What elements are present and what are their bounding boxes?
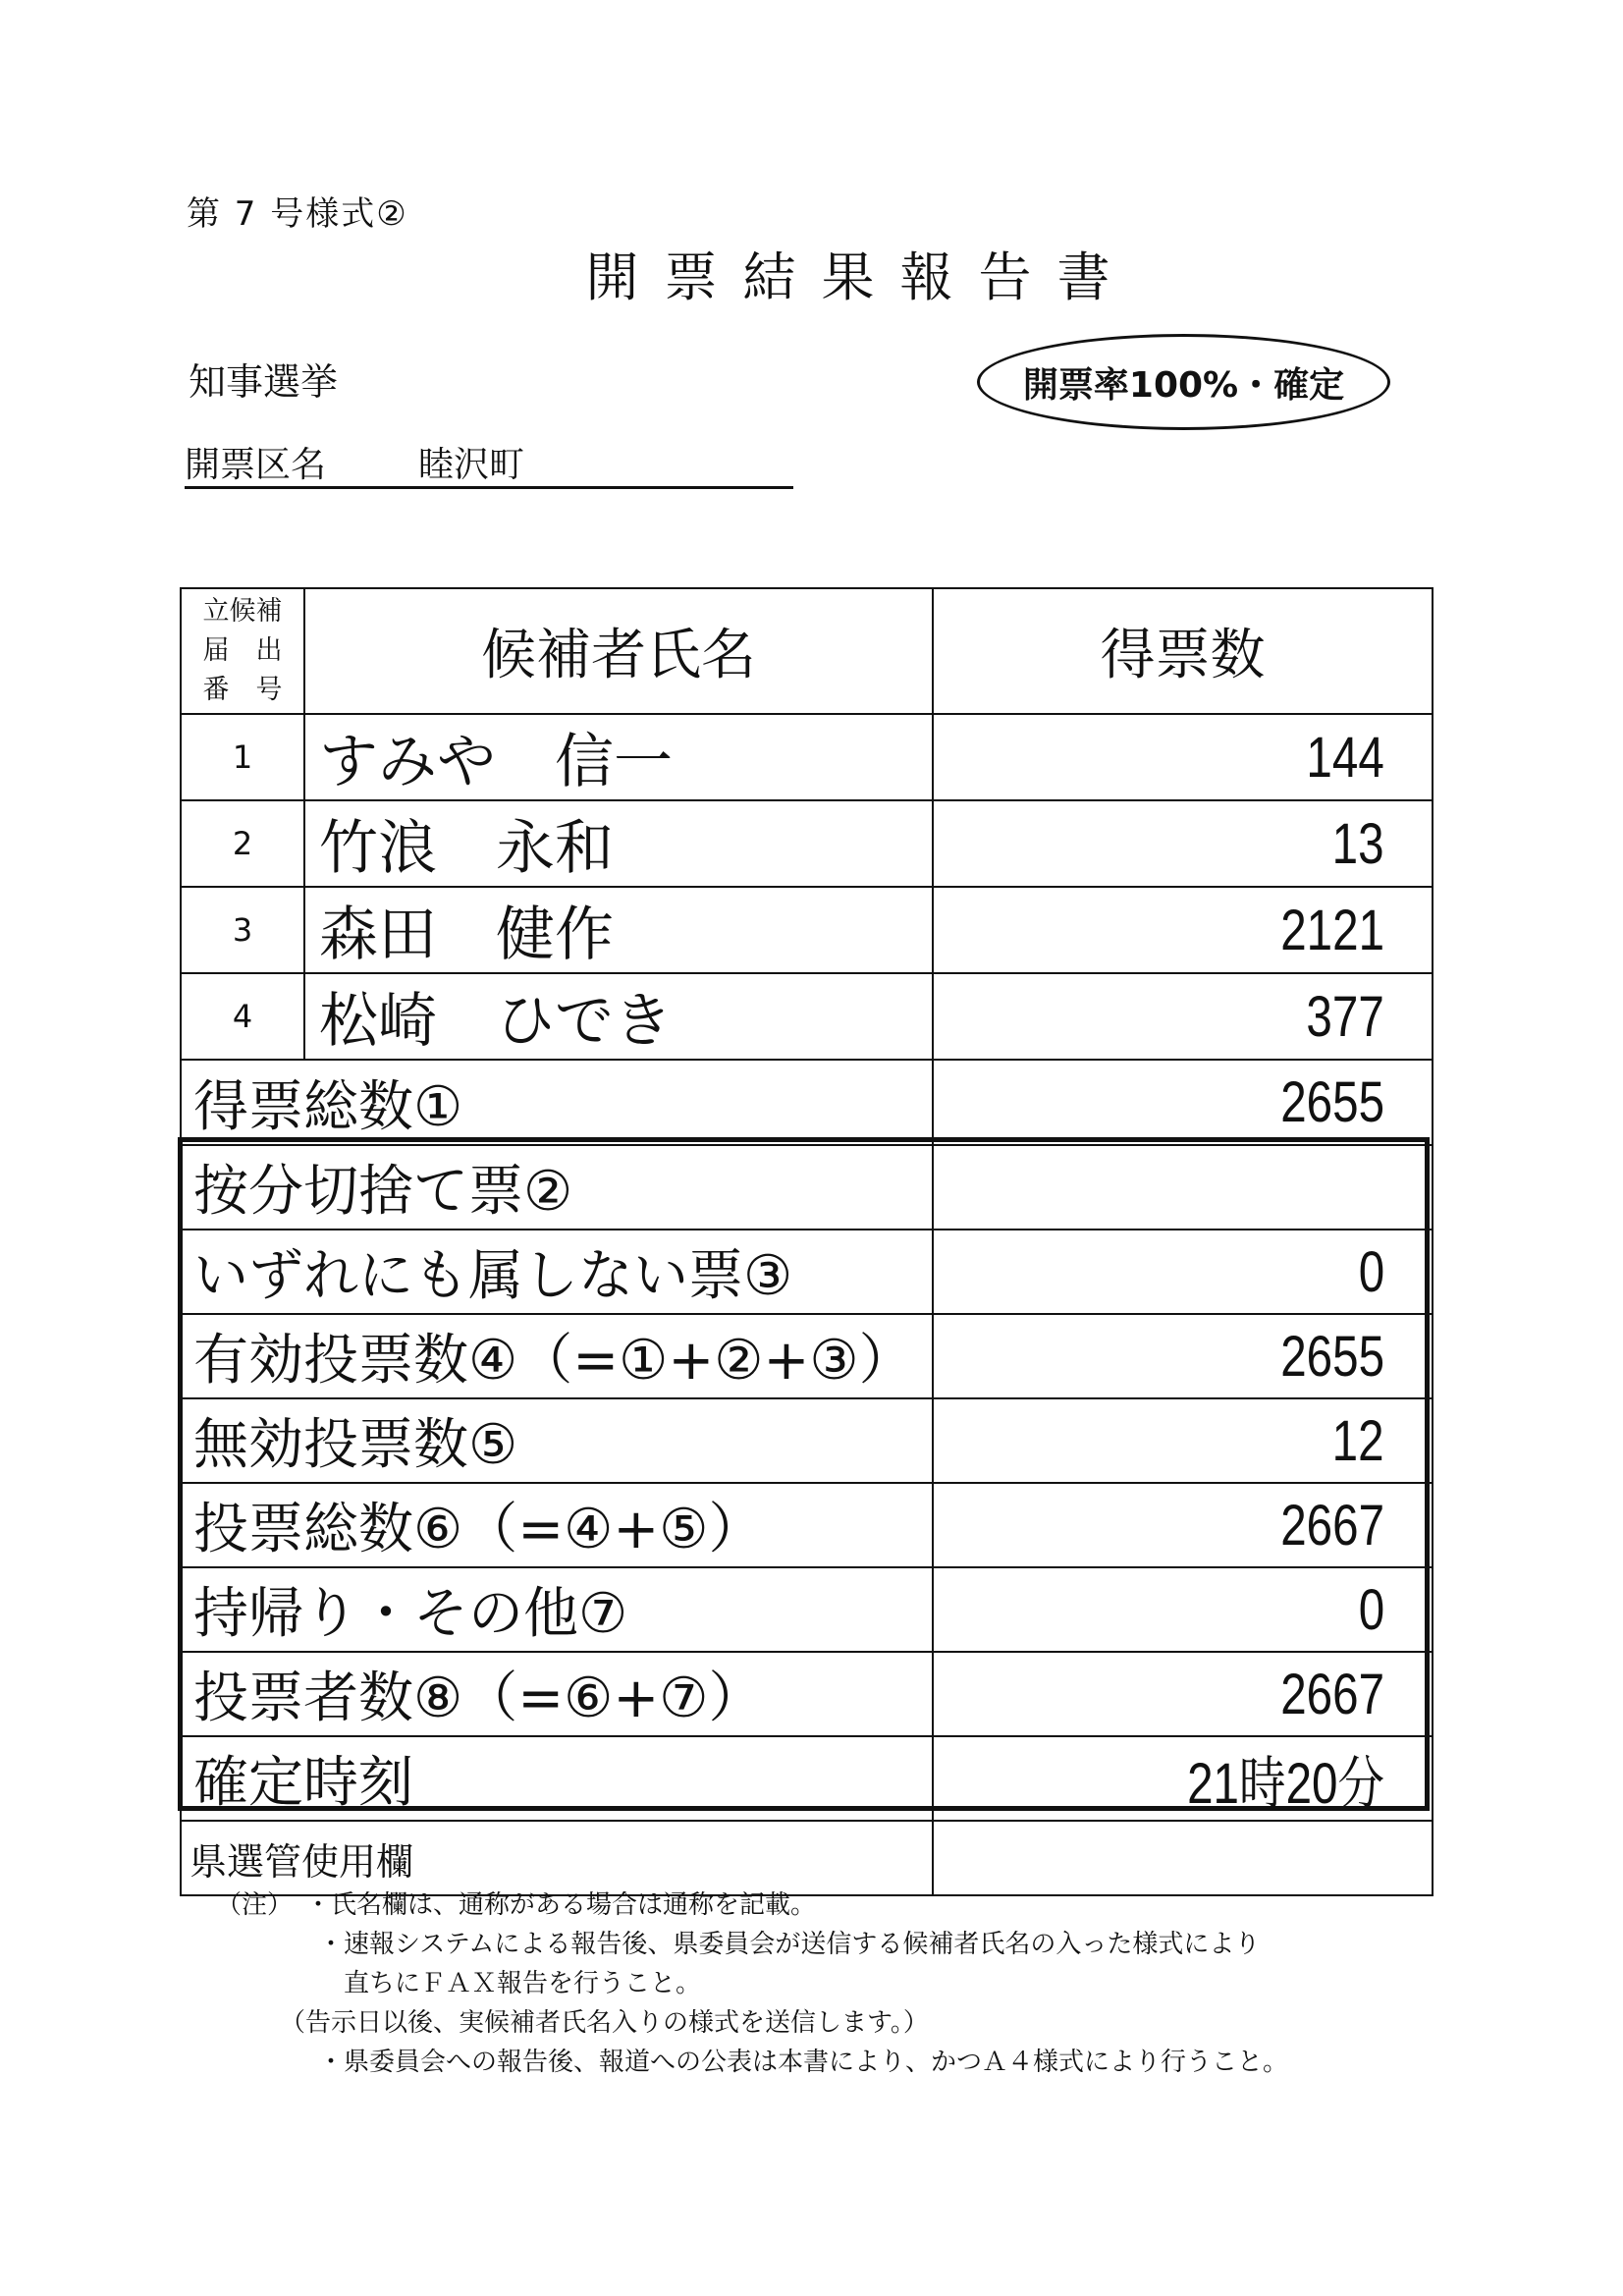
summary-value-text: 2667 xyxy=(1280,1662,1384,1726)
candidate-name: すみや 信一 xyxy=(304,714,933,800)
summary-value xyxy=(933,1736,1433,1821)
summary-row-total-ballots xyxy=(181,1483,1433,1567)
table-row xyxy=(181,714,1433,800)
district-field xyxy=(185,437,793,489)
header-number-line: 番 号 xyxy=(202,675,283,705)
note-line: ・速報システムによる報告後、県委員会が送信する候補者氏名の入った様式により xyxy=(216,1930,1261,1959)
summary-value-text: 12 xyxy=(1332,1408,1384,1473)
notes xyxy=(216,1886,1288,2082)
candidate-name: 竹浪 永和 xyxy=(304,800,933,887)
candidate-name: 松崎 ひでき xyxy=(304,973,933,1060)
summary-value xyxy=(933,1230,1433,1314)
summary-value xyxy=(933,1567,1433,1652)
candidate-votes xyxy=(933,887,1433,973)
summary-value xyxy=(933,1652,1433,1736)
summary-label: 持帰り・その他⑦ xyxy=(181,1567,933,1652)
summary-value-text: 0 xyxy=(1358,1577,1384,1642)
summary-value xyxy=(933,1483,1433,1567)
summary-value-text: 2667 xyxy=(1280,1493,1384,1558)
table-row xyxy=(181,973,1433,1060)
summary-row-invalid xyxy=(181,1398,1433,1483)
header-votes: 得票数 xyxy=(933,588,1433,714)
summary-label: 有効投票数④（=①+②+③） xyxy=(181,1314,933,1398)
office-use-row xyxy=(181,1821,1433,1895)
summary-value-text: 2655 xyxy=(1280,1070,1384,1134)
summary-row-total-votes xyxy=(181,1060,1433,1145)
summary-row-voters xyxy=(181,1652,1433,1736)
district-label: 開票区名 xyxy=(185,445,327,485)
summary-label: いずれにも属しない票③ xyxy=(181,1230,933,1314)
summary-row-none xyxy=(181,1230,1433,1314)
election-name: 知事選挙 xyxy=(189,360,339,404)
candidate-votes xyxy=(933,714,1433,800)
summary-label: 投票者数⑧（=⑥+⑦） xyxy=(181,1652,933,1736)
votes-value: 13 xyxy=(1332,811,1384,876)
candidate-votes xyxy=(933,973,1433,1060)
header-candidate-number xyxy=(181,588,304,714)
candidate-votes xyxy=(933,800,1433,887)
office-use-label: 県選管使用欄 xyxy=(181,1821,933,1895)
summary-value-text: 0 xyxy=(1358,1239,1384,1304)
summary-value xyxy=(933,1398,1433,1483)
summary-label: 得票総数① xyxy=(181,1060,933,1145)
summary-label: 無効投票数⑤ xyxy=(181,1398,933,1483)
votes-value: 144 xyxy=(1306,725,1384,790)
summary-value xyxy=(933,1314,1433,1398)
status-badge-text: 開票率100%・確定 xyxy=(1022,364,1345,406)
office-use-value xyxy=(933,1821,1433,1895)
summary-value xyxy=(933,1145,1433,1230)
candidate-number: 4 xyxy=(181,973,304,1060)
note-line: （告示日以後、実候補者氏名入りの様式を送信します。） xyxy=(216,2008,929,2038)
summary-label: 按分切捨て票② xyxy=(181,1145,933,1230)
summary-row-taken-home xyxy=(181,1567,1433,1652)
summary-value-text: 21時20分 xyxy=(1187,1752,1384,1816)
summary-value-text: 2655 xyxy=(1280,1324,1384,1389)
votes-value: 2121 xyxy=(1280,898,1384,962)
table-row xyxy=(181,800,1433,887)
table-header-row xyxy=(181,588,1433,714)
candidate-number: 3 xyxy=(181,887,304,973)
summary-row-valid xyxy=(181,1314,1433,1398)
candidate-number: 2 xyxy=(181,800,304,887)
header-number-line: 届 出 xyxy=(202,635,283,666)
votes-value: 377 xyxy=(1306,984,1384,1049)
document-title: 開票結果報告書 xyxy=(585,246,1136,308)
district-value: 睦沢町 xyxy=(418,445,525,485)
results-table xyxy=(180,587,1434,1896)
form-number: 第 7 号様式② xyxy=(187,194,408,234)
summary-label: 投票総数⑥（=④+⑤） xyxy=(181,1483,933,1567)
header-candidate-name: 候補者氏名 xyxy=(304,588,933,714)
note-line: 直ちにＦＡＸ報告を行うこと。 xyxy=(216,1969,702,1998)
summary-value xyxy=(933,1060,1433,1145)
summary-row-rounded-off xyxy=(181,1145,1433,1230)
table-row xyxy=(181,887,1433,973)
note-line: ・県委員会への報告後、報道への公表は本書により、かつＡ４様式により行うこと。 xyxy=(216,2048,1289,2077)
note-line: （注） ・氏名欄は、通称がある場合は通称を記載。 xyxy=(216,1890,817,1920)
candidate-name: 森田 健作 xyxy=(304,887,933,973)
summary-row-confirmed-time xyxy=(181,1736,1433,1821)
candidate-number: 1 xyxy=(181,714,304,800)
header-number-line: 立候補 xyxy=(202,596,283,627)
status-badge xyxy=(977,334,1390,430)
summary-label: 確定時刻 xyxy=(181,1736,933,1821)
